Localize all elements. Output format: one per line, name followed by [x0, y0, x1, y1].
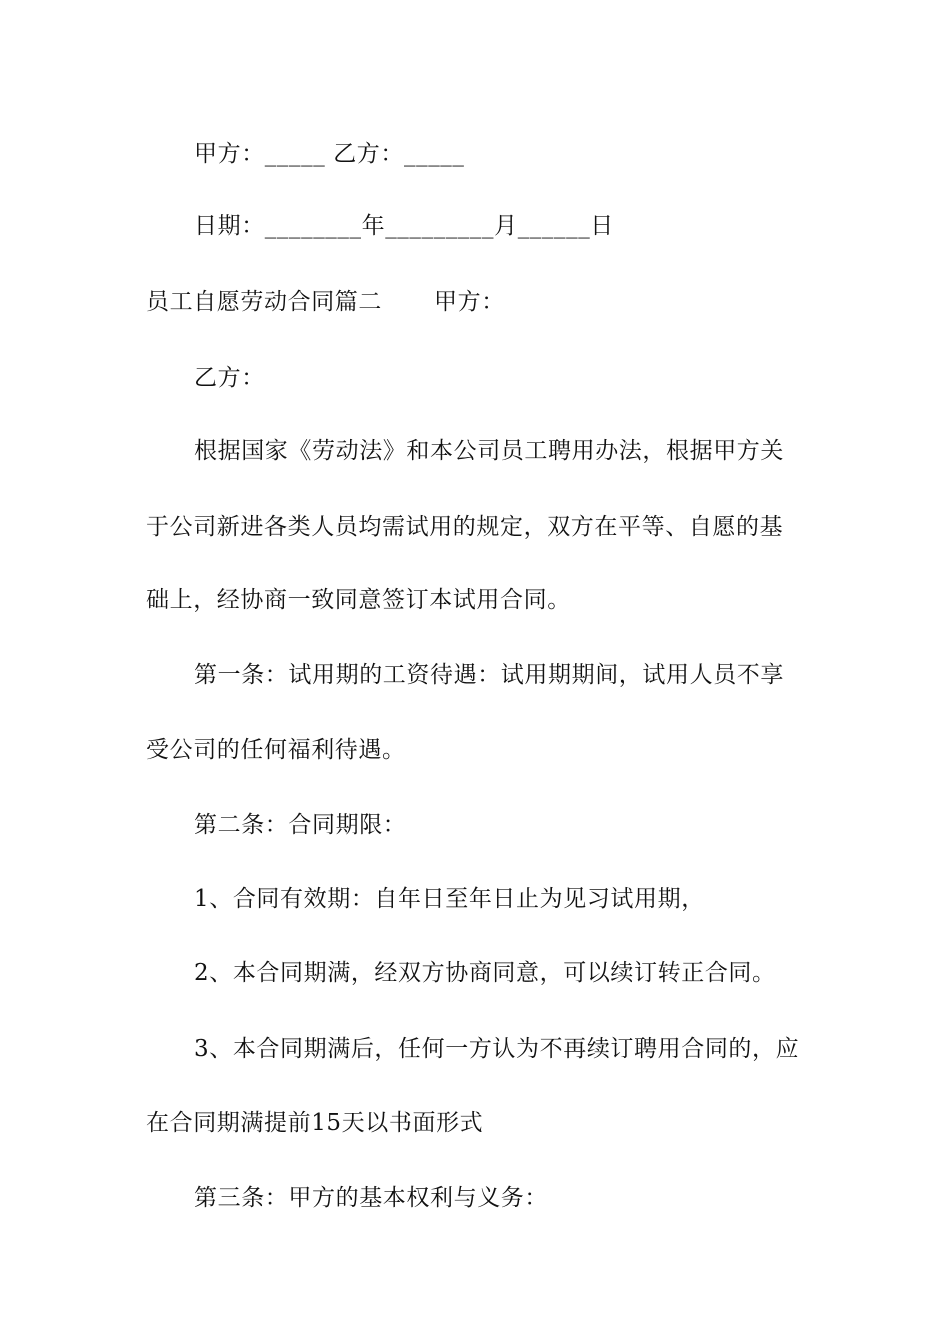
paragraph-line: 根据国家《劳动法》和本公司员工聘用办法，根据甲方关 [194, 438, 784, 464]
list-item-2: 2、本合同期满，经双方协商同意，可以续订转正合同。 [194, 960, 776, 986]
date-line: 日期：________年_________月______日 [194, 213, 614, 239]
section-title: 员工自愿劳动合同篇二 [146, 289, 382, 315]
party-a-label: 甲方： [434, 289, 505, 315]
section-heading-line [146, 287, 816, 317]
article-three-heading: 第三条：甲方的基本权利与义务： [194, 1185, 548, 1211]
party-signature-line: 甲方：_____ 乙方：_____ [194, 141, 465, 167]
party-b-label: 乙方： [194, 365, 265, 391]
article-one-line: 第一条：试用期的工资待遇：试用期期间，试用人员不享 [194, 662, 784, 688]
list-item-3: 3、本合同期满后，任何一方认为不再续订聘用合同的，应 [194, 1036, 800, 1062]
paragraph-line: 受公司的任何福利待遇。 [146, 737, 406, 763]
paragraph-line: 础上，经协商一致同意签订本试用合同。 [146, 587, 571, 613]
paragraph-line: 在合同期满提前15天以书面形式 [146, 1110, 484, 1136]
list-item-1: 1、合同有效期：自年日至年日止为见习试用期， [194, 886, 705, 912]
paragraph-line: 于公司新进各类人员均需试用的规定，双方在平等、自愿的基 [146, 514, 784, 540]
article-two-heading: 第二条：合同期限： [194, 812, 407, 838]
